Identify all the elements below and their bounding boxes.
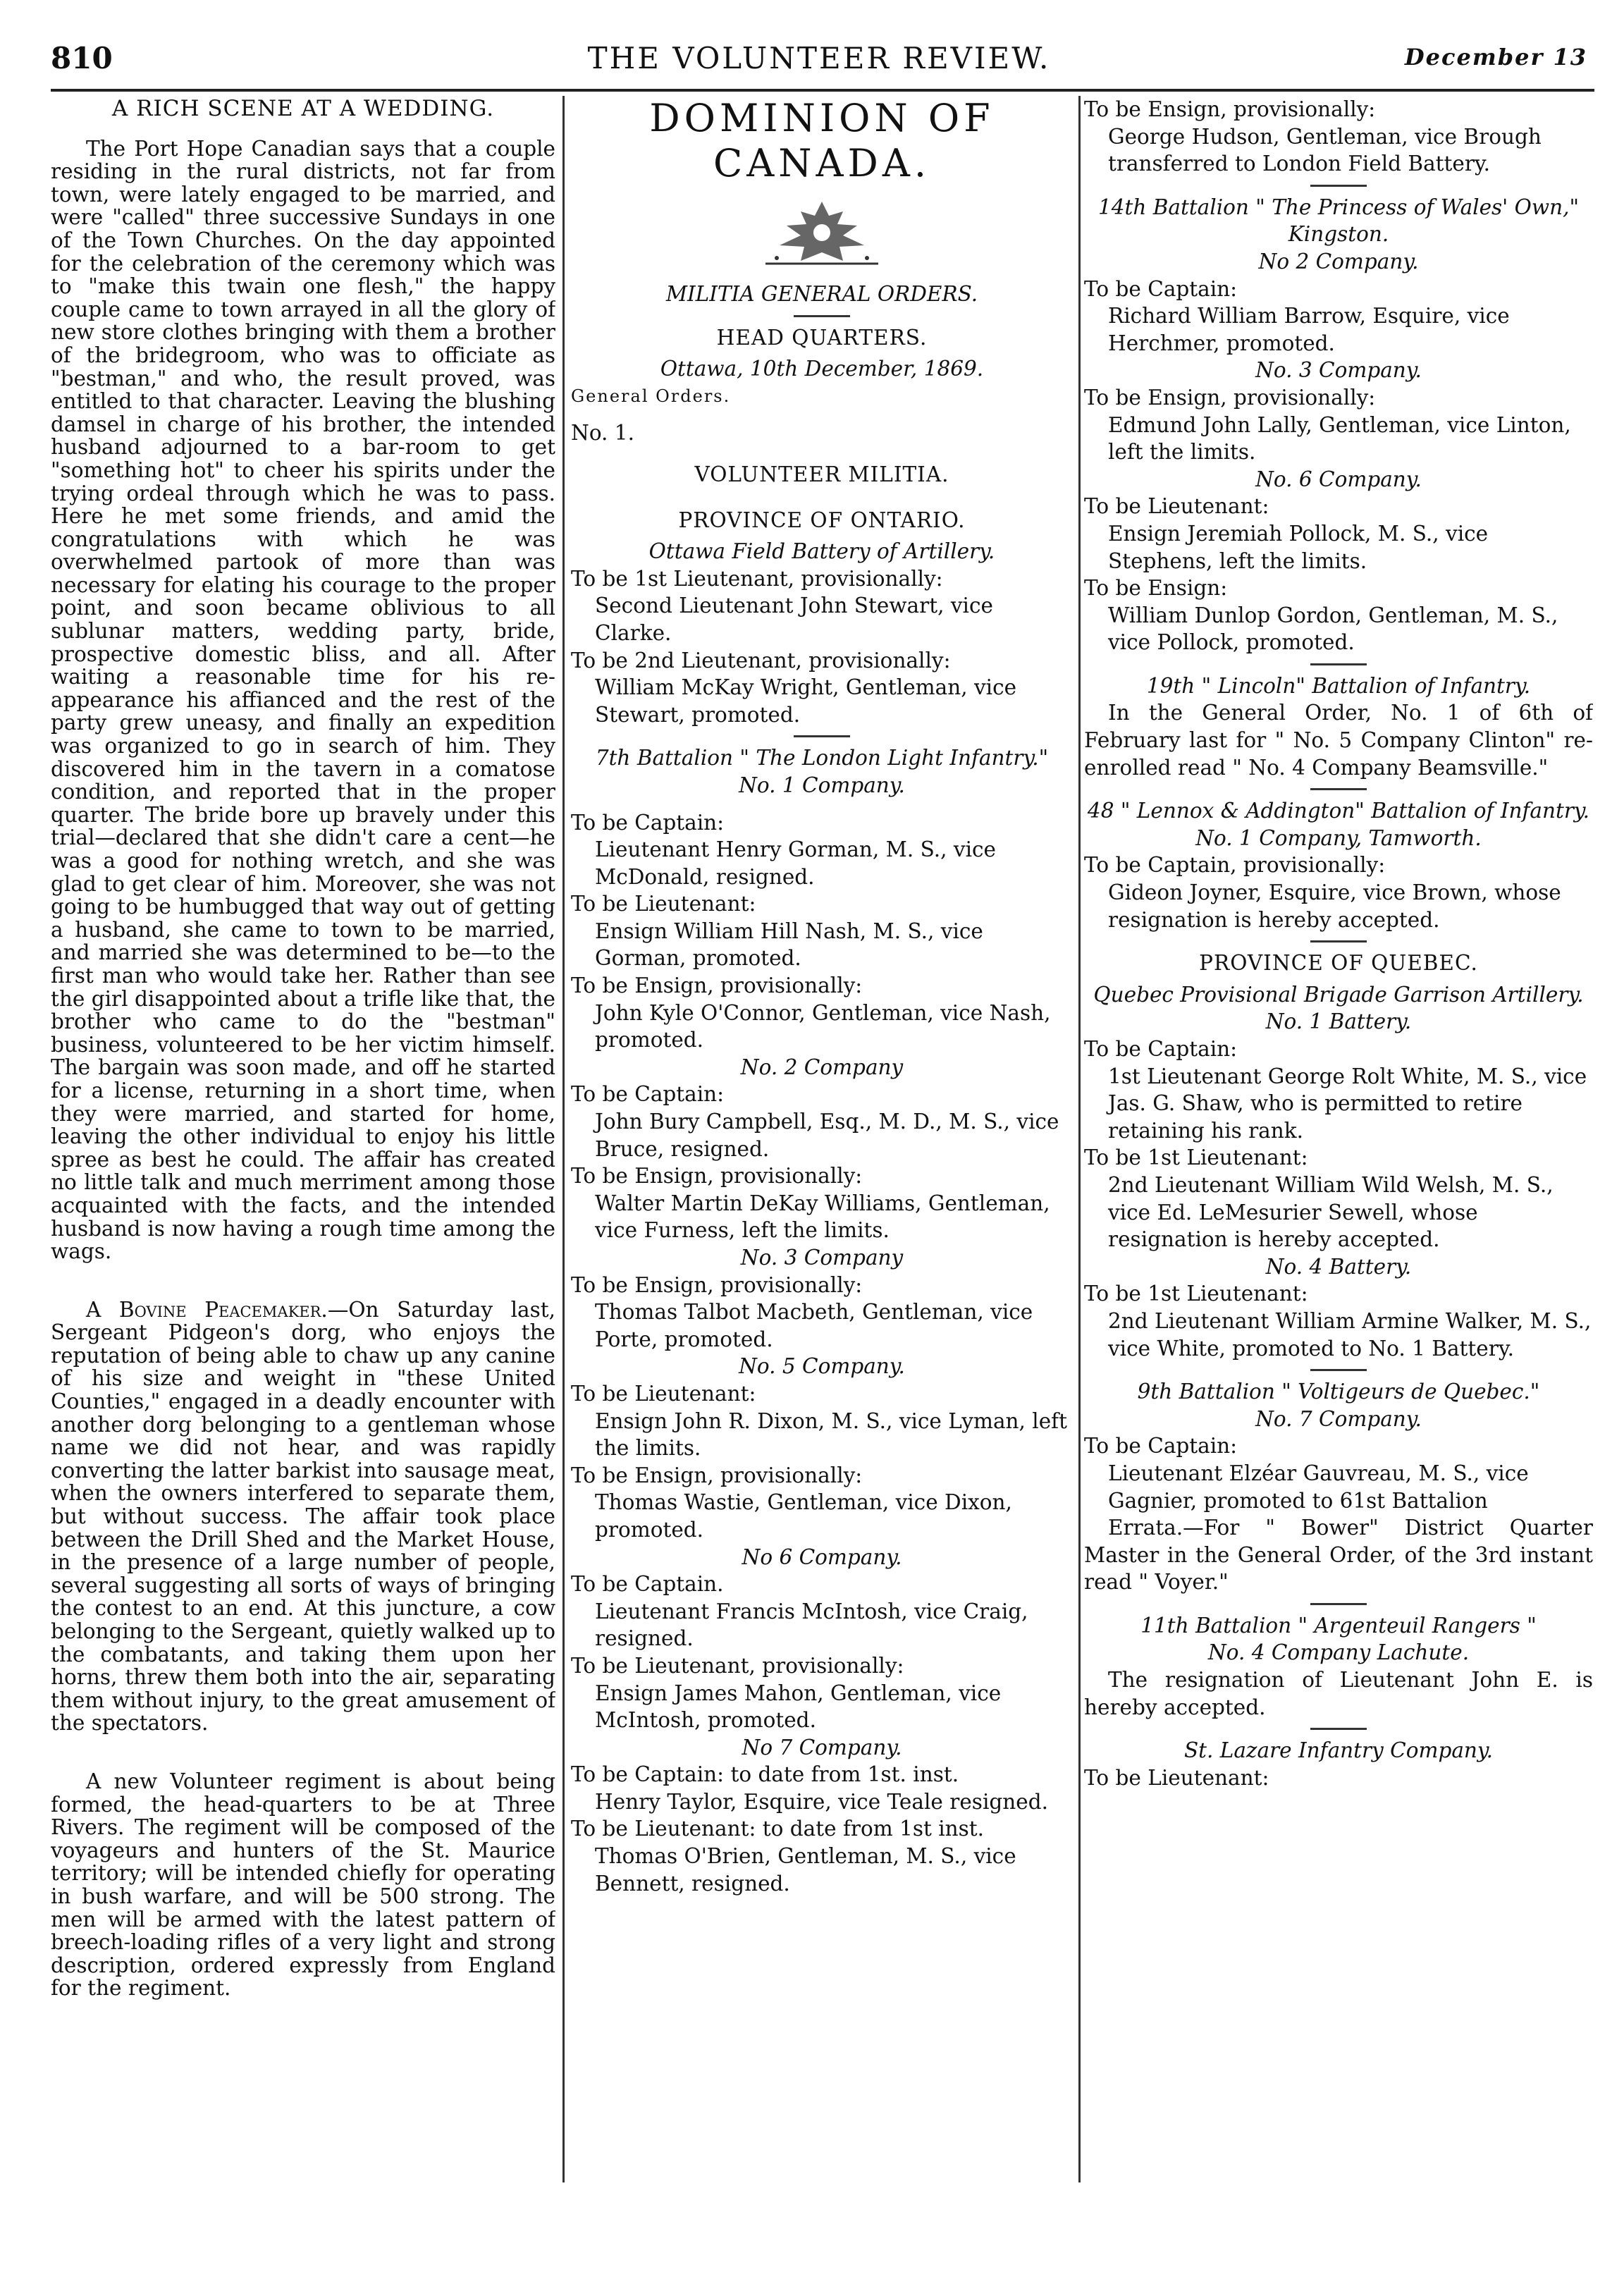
order-line: To be Captain. <box>571 1572 724 1597</box>
appointment: 2nd Lieutenant William Armine Walker, M. S., vice White, promoted to No. 1 Battery. <box>1108 1308 1592 1361</box>
province-heading: PROVINCE OF QUEBEC. <box>1199 951 1478 976</box>
appointment: Lieutenant Henry Gorman, M. S., vice McDonald, resigned. <box>595 837 997 889</box>
order-line: To be Lieutenant: <box>1084 494 1269 519</box>
appointment: 1st Lieutenant George Rolt White, M. S., vice Jas. G. Shaw, who is permitted to retire retaining his rank. <box>1108 1064 1587 1143</box>
company-heading: No 7 Company. <box>742 1735 902 1760</box>
company-heading: No. 6 Company. <box>1255 467 1422 491</box>
order-line: To be 2nd Lieutenant, provisionally: <box>571 648 951 673</box>
order-line: To be Captain: to date from 1st. inst. <box>571 1762 959 1787</box>
hq-heading: HEAD QUARTERS. <box>716 325 928 350</box>
unit-heading: 48 " Lennox & Addington" Battalion of Infantry. <box>1087 799 1590 823</box>
province-heading: PROVINCE OF ONTARIO. <box>678 508 966 532</box>
appointment: Ensign James Mahon, Gentleman, vice McIntosh, promoted. <box>595 1681 1002 1733</box>
divider <box>1310 940 1367 942</box>
company-heading: No. 2 Company <box>740 1055 904 1079</box>
company-heading: No 6 Company. <box>742 1545 902 1569</box>
order-line: To be 1st Lieutenant: <box>1084 1282 1308 1306</box>
page-number: 810 <box>51 41 113 75</box>
order-line: To be Lieutenant: <box>571 892 756 916</box>
appointment: John Bury Campbell, Esq., M. D., M. S., vice Bruce, resigned. <box>595 1110 1059 1161</box>
order-line: To be Ensign: <box>1084 576 1228 601</box>
appointment: Thomas Talbot Macbeth, Gentleman, vice Porte, promoted. <box>595 1300 1033 1351</box>
appointment: Thomas Wastie, Gentleman, vice Dixon, promoted. <box>595 1490 1012 1542</box>
order-line: To be Ensign, provisionally: <box>571 1164 863 1189</box>
appointment: Lieutenant Francis McIntosh, vice Craig, resigned. <box>595 1599 1028 1651</box>
appointment: William McKay Wright, Gentleman, vice Stewart, promoted. <box>595 675 1017 727</box>
company-heading: No. 3 Company <box>740 1246 904 1270</box>
order-line: To be Captain: <box>1084 1037 1238 1061</box>
order-line: To be 1st Lieutenant: <box>1084 1146 1308 1170</box>
order-line: To be Captain: <box>1084 1434 1238 1459</box>
column-2 <box>571 96 1073 2204</box>
article-separator <box>51 1263 555 1298</box>
general-orders-label: General Orders. <box>571 386 731 406</box>
appointment: Thomas O'Brien, Gentleman, M. S., vice Bennett, resigned. <box>595 1844 1016 1896</box>
unit-heading: St. Lazare Infantry Company. <box>1183 1738 1494 1763</box>
appointment: Ensign John R. Dixon, M. S., vice Lyman, left the limits. <box>595 1408 1067 1461</box>
battery-heading: No. 4 Battery. <box>1265 1254 1412 1279</box>
divider <box>794 315 850 317</box>
appointment: Lieutenant Elzéar Gauvreau, M. S., vice Gagnier, promoted to 61st Battalion <box>1108 1461 1529 1513</box>
company-heading: No. 3 Company. <box>1255 358 1422 383</box>
article-body: The Port Hope Canadian says that a couple residing in the rural districts, not far from town, were lately engaged to be married, and were "called" three successive Sundays in one of the Town Churches. On the day appointed for the celebration of the ceremony which was to "make this twain one flesh," the happy couple came to town arrayed in all the glory of new store clothes bringing with them a brother of the bridegroom, who was to officiate as "bestman," and who, the result proved, was entitled to that character. Leaving the blushing damsel in charge of his brother, the intended husband adjourned to a bar-room to get "something hot" to cheer his spirits under the trying ordeal through which he was to pass. Here he met some friends, and amid the congratulations with which he was overwhelmed partook of more than was necessary for elating his courage to the proper point, and soon became oblivious to all sublunar matters, wedding party, bride, prospective domestic bliss, and all. After waiting a reasonable time for his re-appearance his affianced and the rest of the party grew uneasy, and finally an expedition was organized to go in search of him. They discovered him in the tavern in a comatose condition, and reported that in the proper quarter. The bride bore up bravely under this trial—declared that she didn't care a cent—he was a good for nothing wretch, and she was glad to get clear of him. Moreover, she was not going to be humbugged that way out of getting a husband, she came to town to be married, and married she was determined to be—to the first man who would take her. Rather than see the girl disappointed about a trifle like that, the brother who came to do the "bestman" business, volunteered to be her victim himself. The bargain was soon made, and off he started for a license, returning in a short time, when they were married, and started for home, leaving the other individual to enjoy his little spree as best he could. The affair has created no little talk and much merriment among those acquainted with the facts, and the intended husband is now having a rough time among the wags. <box>51 136 555 1264</box>
column-3 <box>1084 96 1593 2204</box>
appointment: Ensign Jeremiah Pollock, M. S., vice Stephens, left the limits. <box>1108 521 1489 573</box>
appointment: Second Lieutenant John Stewart, vice Clarke. <box>595 594 993 645</box>
unit-heading: 11th Battalion " Argenteuil Rangers " <box>1140 1613 1537 1638</box>
issue-date: December 13 <box>1404 44 1587 70</box>
order-line: To be Ensign, provisionally: <box>571 1463 863 1487</box>
article-heading: A RICH SCENE AT A WEDDING. <box>111 96 495 121</box>
appointment: Edmund John Lally, Gentleman, vice Linton, left the limits. <box>1108 412 1571 465</box>
battery-heading: No. 1 Battery. <box>1265 1009 1412 1034</box>
company-heading: No. 4 Company Lachute. <box>1207 1640 1470 1665</box>
orders-title: MILITIA GENERAL ORDERS. <box>665 282 978 306</box>
order-line: To be Ensign, provisionally: <box>1084 97 1376 121</box>
section-heading: VOLUNTEER MILITIA. <box>694 462 949 486</box>
column-divider-1 <box>562 96 565 2182</box>
newspaper-title: THE VOLUNTEER REVIEW. <box>587 41 1051 75</box>
article-separator <box>51 1735 555 1770</box>
appointment: Gideon Joyner, Esquire, vice Brown, whose resignation is hereby accepted. <box>1108 880 1561 932</box>
appointment: Richard William Barrow, Esquire, vice Herchmer, promoted. <box>1108 304 1510 355</box>
page-header <box>51 41 1587 83</box>
order-line: To be Lieutenant: to date from 1st inst. <box>571 1817 985 1841</box>
appointment: Henry Taylor, Esquire, vice Teale resigned. <box>595 1789 1048 1814</box>
divider <box>1310 1603 1367 1605</box>
company-heading: No. 1 Company. <box>739 773 905 797</box>
unit-heading: 14th Battalion " The Princess of Wales' Own," Kingston. <box>1097 195 1580 247</box>
order-line: To be Ensign, provisionally: <box>571 1272 863 1297</box>
order-line: To be Lieutenant: <box>571 1381 756 1406</box>
column-divider-2 <box>1078 96 1081 2182</box>
dateline: Ottawa, 10th December, 1869. <box>660 357 984 381</box>
unit-heading: Ottawa Field Battery of Artillery. <box>648 539 995 564</box>
divider <box>1310 1369 1367 1371</box>
order-number: No. 1. <box>571 421 634 446</box>
column-1 <box>51 96 555 2197</box>
order-line: To be Ensign, provisionally: <box>571 974 863 998</box>
errata-note: Errata.—For " Bower" District Quarter Master in the General Order, of the 3rd instant read " Voyer." <box>1084 1516 1593 1595</box>
divider <box>1310 663 1367 665</box>
divider <box>1310 1728 1367 1730</box>
article-text: —On Saturday last, Sergeant Pidgeon's dorg, who enjoys the reputation of being able to chaw up any canine of his size and weight in "these United Counties," engaged in a deadly encounter with another dorg belonging to a gentleman whose name we did not hear, and was rapidly converting the latter barkist into sausage meat, when the owners interfered to separate them, but without success. The affair took place between the Drill Shed and the Market House, in the presence of a large number of people, several suggesting all sorts of ways of bringing the contest to an end. At this juncture, a cow belonging to the Sergeant, quietly walked up to the combatants, and taking them upon her horns, threw them both into the air, separating them without injury, to the great amusement of the spectators. <box>51 1297 555 1736</box>
company-heading: No 2 Company. <box>1258 249 1419 274</box>
article-body-3: A new Volunteer regiment is about being formed, the head-quarters to be at Three Rivers. The regiment will be composed of the voyageurs and hunters of the St. Maurice territory; will be intended chiefly for operating in bush warfare, and will be 500 strong. The men will be armed with the latest pattern of breech-loading rifles of a very light and strong description, ordered expressly from England for the regiment. <box>51 1769 555 2001</box>
appointment: 2nd Lieutenant William Wild Welsh, M. S., vice Ed. LeMesurier Sewell, whose resignation is hereby accepted. <box>1108 1172 1554 1252</box>
appointment: Walter Martin DeKay Williams, Gentleman, vice Furness, left the limits. <box>595 1191 1050 1243</box>
masthead: DOMINION OF CANADA. <box>649 96 995 185</box>
order-line: To be Lieutenant: <box>1084 1765 1269 1790</box>
order-line: To be Captain: <box>571 810 725 835</box>
header-rule <box>51 89 1594 92</box>
company-heading: No. 5 Company. <box>739 1354 905 1379</box>
appointment: William Dunlop Gordon, Gentleman, M. S., vice Pollock, promoted. <box>1108 603 1558 655</box>
unit-heading: 9th Battalion " Voltigeurs de Quebec." <box>1137 1380 1540 1404</box>
order-line: To be Ensign, provisionally: <box>1084 385 1376 410</box>
order-paragraph: In the General Order, No. 1 of 6th of February last for " No. 5 Company Clinton" re-enrolled read " No. 4 Company Beamsville." <box>1084 701 1593 780</box>
appointment: John Kyle O'Connor, Gentleman, vice Nash, promoted. <box>595 1000 1051 1052</box>
appointment: George Hudson, Gentleman, vice Brough transferred to London Field Battery. <box>1108 124 1542 176</box>
divider <box>1310 185 1367 187</box>
order-line: To be Captain: <box>1084 276 1238 301</box>
order-line: To be 1st Lieutenant, provisionally: <box>571 566 943 591</box>
divider <box>794 735 850 737</box>
appointment: Ensign William Hill Nash, M. S., vice Gorman, promoted. <box>595 919 983 971</box>
company-heading: No. 1 Company, Tamworth. <box>1195 825 1482 850</box>
unit-heading: Quebec Provisional Brigade Garrison Artillery. <box>1093 982 1584 1007</box>
company-heading: No. 7 Company. <box>1255 1406 1422 1431</box>
crest-emblem-icon <box>751 196 892 274</box>
divider <box>1310 788 1367 790</box>
article-body-2 <box>51 1298 555 1735</box>
order-paragraph: The resignation of Lieutenant John E. is hereby accepted. <box>1084 1668 1593 1719</box>
article-lead: A Bovine Peacemaker. <box>86 1297 328 1322</box>
unit-heading: 19th " Lincoln" Battalion of Infantry. <box>1146 673 1531 698</box>
order-line: To be Lieutenant, provisionally: <box>571 1653 904 1678</box>
order-line: To be Captain: <box>571 1082 725 1107</box>
order-line: To be Captain, provisionally: <box>1084 853 1386 878</box>
unit-heading: 7th Battalion " The London Light Infantry." <box>595 746 1049 770</box>
